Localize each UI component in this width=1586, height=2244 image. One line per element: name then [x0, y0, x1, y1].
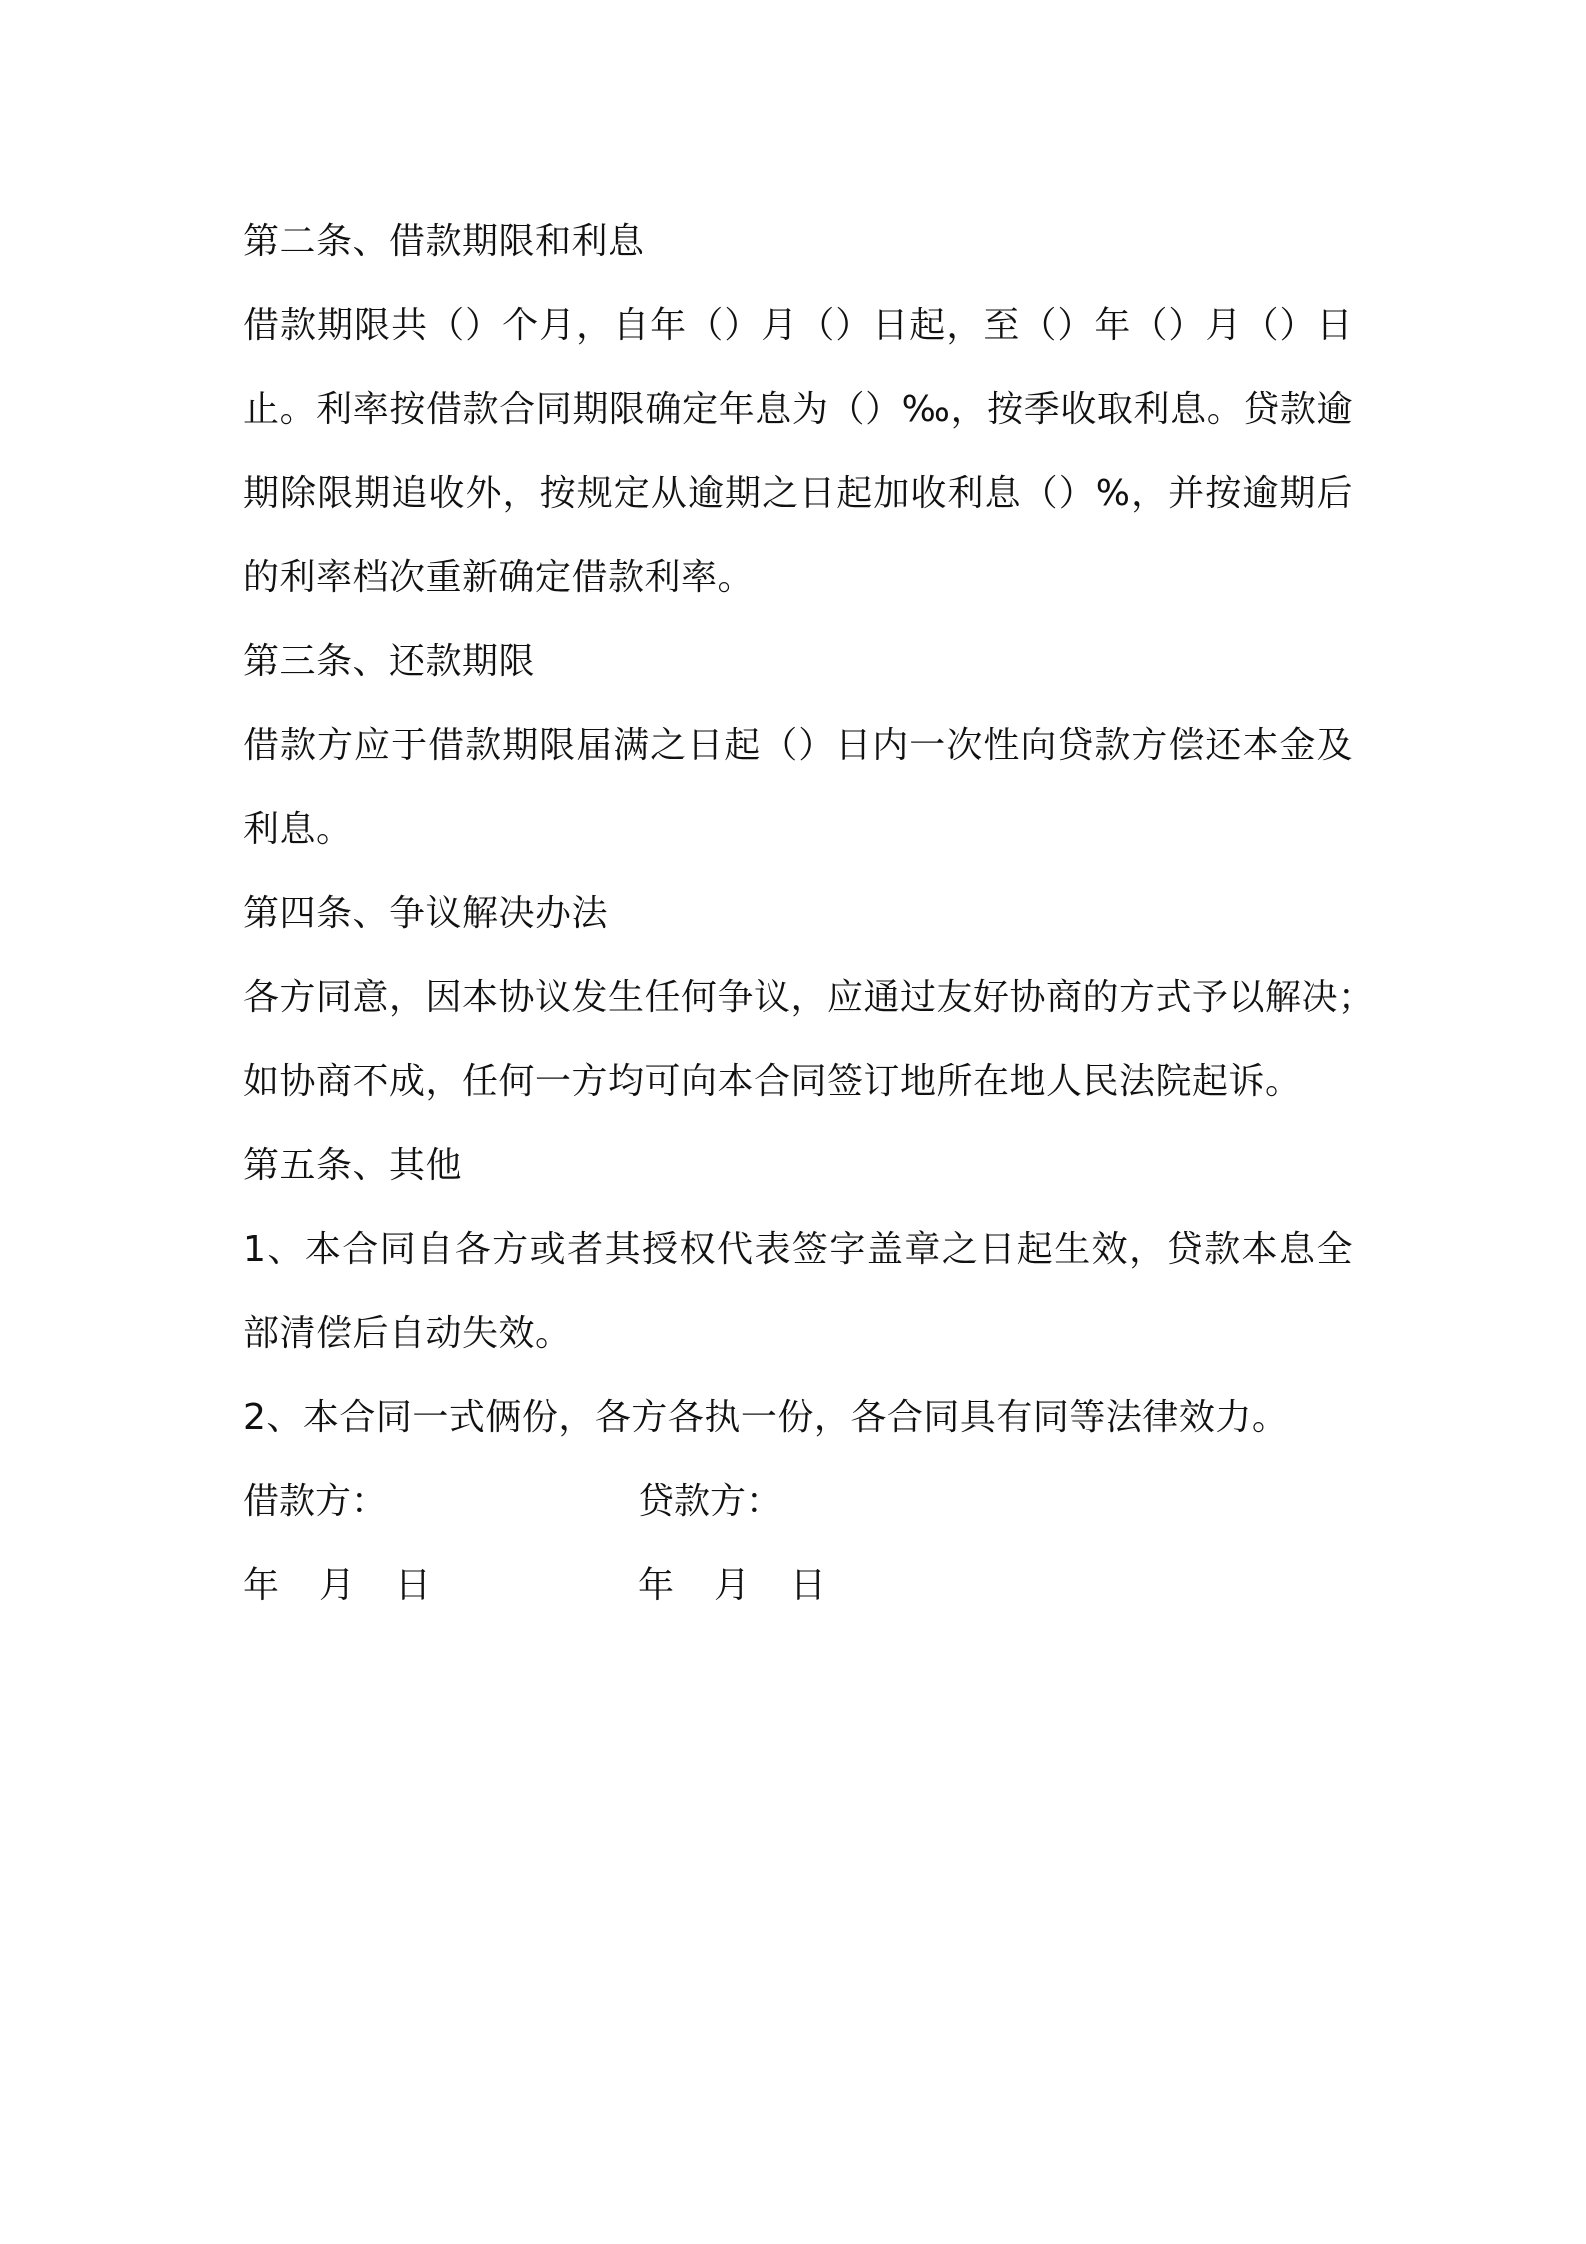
article-5-line-3: 2、本合同一式俩份，各方各执一份，各合同具有同等法律效力。	[243, 1397, 1289, 1438]
article-2-line-2: 止。利率按借款合同期限确定年息为（）‰，按季收取利息。贷款逾	[243, 389, 1353, 430]
article-5-heading: 第五条、其他	[243, 1145, 463, 1186]
article-5-line-2: 部清偿后自动失效。	[243, 1313, 572, 1354]
article-2-line-4: 的利率档次重新确定借款利率。	[243, 557, 755, 598]
borrower-date	[243, 1544, 471, 1628]
article-4-heading: 第四条、争议解决办法	[243, 893, 609, 934]
article-4-line-2: 如协商不成，任何一方均可向本合同签订地所在地人民法院起诉。	[243, 1061, 1302, 1102]
lender-date-year: 年	[638, 1565, 675, 1606]
lender-date	[638, 1544, 866, 1628]
article-3-line-2: 利息。	[243, 809, 353, 850]
signature-dates-row	[243, 1544, 1363, 1628]
article-2-heading: 第二条、借款期限和利息	[243, 221, 645, 262]
article-2-line-1: 借款期限共（）个月，自年（）月（）日起，至（）年（）月（）日	[243, 305, 1353, 346]
article-3-heading: 第三条、还款期限	[243, 641, 536, 682]
article-5-line-1: 1、本合同自各方或者其授权代表签字盖章之日起生效，贷款本息全	[243, 1229, 1353, 1270]
article-4-line-1: 各方同意，因本协议发生任何争议，应通过友好协商的方式予以解决；	[243, 977, 1375, 1018]
borrower-date-year: 年	[243, 1565, 280, 1606]
article-2-line-3: 期除限期追收外，按规定从逾期之日起加收利息（）%，并按逾期后	[243, 473, 1353, 514]
borrower-label: 借款方：	[243, 1481, 388, 1522]
lender-date-day: 日	[790, 1565, 827, 1606]
lender-date-month: 月	[714, 1565, 751, 1606]
borrower-date-day: 日	[395, 1565, 432, 1606]
article-3-line-1: 借款方应于借款期限届满之日起（）日内一次性向贷款方偿还本金及	[243, 725, 1353, 766]
contract-page	[243, 200, 1375, 1628]
signature-labels-row	[243, 1460, 1363, 1544]
borrower-date-month: 月	[319, 1565, 356, 1606]
lender-label: 贷款方：	[638, 1481, 783, 1522]
